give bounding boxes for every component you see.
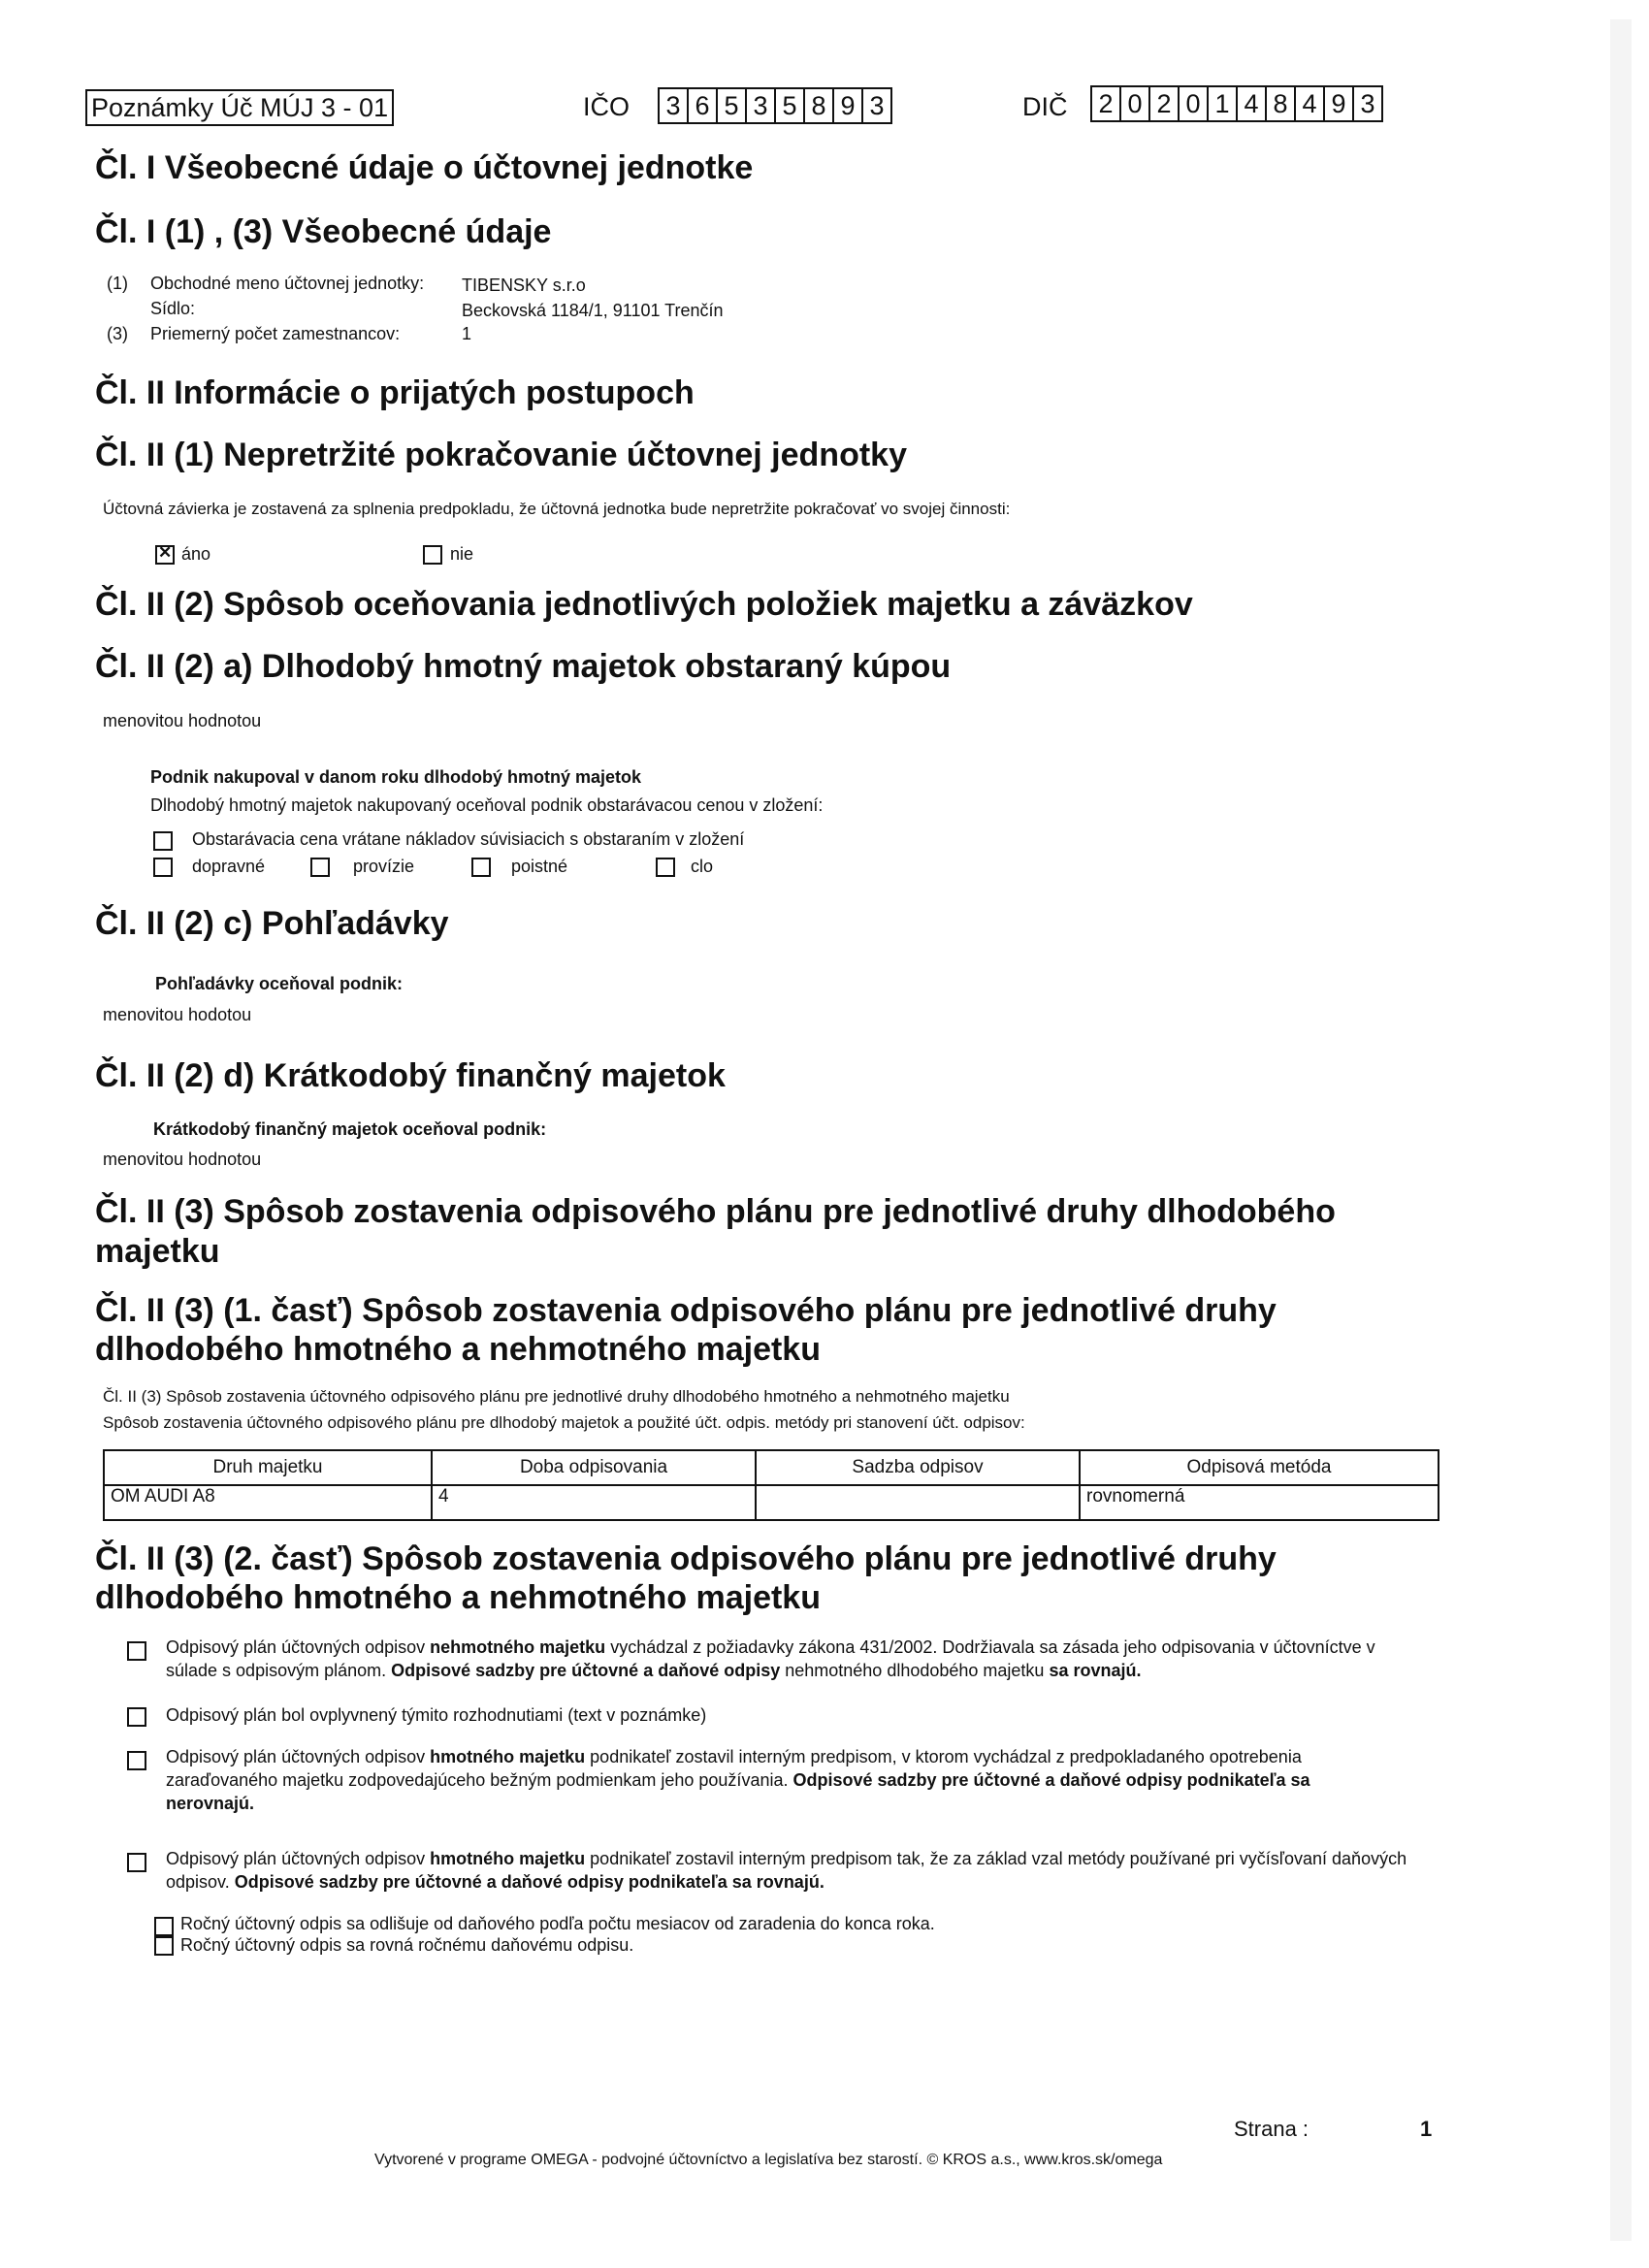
- row-3-label: Priemerný počet zamestnancov:: [150, 324, 401, 343]
- row-1-value: TIBENSKY s.r.o: [462, 275, 586, 295]
- cell-druh: OM AUDI A8: [104, 1485, 432, 1520]
- dic-digit-6: 4: [1236, 87, 1265, 120]
- row-1-label: Obchodné meno účtovnej jednotky:: [150, 274, 425, 293]
- dic-digit-8: 4: [1294, 87, 1323, 120]
- p4-text-d: Odpisové sadzby pre účtovné a daňové odpisy podnikateľa sa rovnajú.: [234, 1872, 824, 1892]
- section-2-2d-bold: Krátkodobý finančný majetok oceňoval podnik:: [153, 1119, 547, 1139]
- dic-label: DIČ: [1022, 92, 1068, 121]
- section-2-2a-bold: Podnik nakupoval v danom roku dlhodobý hmotný majetok: [150, 767, 642, 787]
- checkbox-p5-line2[interactable]: [154, 1936, 174, 1956]
- page-edge-shadow: [1610, 19, 1632, 2241]
- section-1-title: Čl. I Všeobecné údaje o účtovnej jednotke: [95, 149, 754, 186]
- label-poistne: poistné: [511, 857, 568, 876]
- continuity-text: Účtovná závierka je zostavená za splnenia predpokladu, že účtovná jednotka bude nepretržite pokračovať vo svojej činnosti:: [103, 500, 1011, 518]
- cell-sadzba: [756, 1485, 1080, 1520]
- section-2-3-1-title-line2: dlhodobého hmotného a nehmotného majetku: [95, 1331, 821, 1368]
- p3-text-b: hmotného majetku: [430, 1747, 586, 1766]
- page-label: Strana :: [1234, 2117, 1310, 2141]
- section-2-2c-title: Čl. II (2) c) Pohľadávky: [95, 905, 449, 942]
- col-header-sadzba: Sadzba odpisov: [756, 1450, 1080, 1485]
- dic-digit-7: 8: [1265, 87, 1294, 120]
- paragraph-2: Odpisový plán bol ovplyvnený týmito rozhodnutiami (text v poznámke): [166, 1705, 707, 1725]
- checkbox-p5-line1[interactable]: [154, 1917, 174, 1936]
- paragraph-5-line1: Ročný účtovný odpis sa odlišuje od daňového podľa počtu mesiacov od zaradenia do konca roka.: [180, 1914, 935, 1933]
- section-2-3-1-title-line1: Čl. II (3) (1. časť) Spôsob zostavenia odpisového plánu pre jednotlivé druhy: [95, 1292, 1277, 1329]
- checkbox-p1[interactable]: [127, 1641, 146, 1661]
- checkbox-ano[interactable]: [155, 545, 175, 565]
- p1-text-f: sa rovnajú.: [1049, 1661, 1142, 1680]
- ico-digit-5: 5: [774, 89, 803, 122]
- checkbox-poistne[interactable]: [471, 858, 491, 877]
- label-provizie: provízie: [353, 857, 415, 876]
- ico-label: IČO: [583, 92, 630, 121]
- row-3-value: 1: [462, 324, 472, 343]
- section-2-2c-value: menovitou hodotou: [103, 1005, 252, 1024]
- p4-text-a: Odpisový plán účtovných odpisov: [166, 1849, 431, 1868]
- col-header-druh: Druh majetku: [104, 1450, 432, 1485]
- section-2-3-title-line2: majetku: [95, 1233, 220, 1270]
- paragraph-5-line2: Ročný účtovný odpis sa rovná ročnému daňovému odpisu.: [180, 1935, 634, 1955]
- p1-text-c: vychádzal z požiadavky zákona 431/2002. Dodržiavala sa zásada jeho odpisovania v účtovníctve v súlade s odpisovým plánom.: [166, 1637, 1375, 1680]
- footer-credit: Vytvorené v programe OMEGA - podvojné účtovníctvo a legislatíva bez starostí. © KROS a.s., www.kros.sk/omega: [374, 2152, 1163, 2168]
- form-label: Poznámky Úč MÚJ 3 - 01: [85, 89, 394, 126]
- section-2-1-title: Čl. II (1) Nepretržité pokračovanie účtovnej jednotky: [95, 437, 907, 473]
- cell-doba: 4: [432, 1485, 756, 1520]
- p4-text-b: hmotného majetku: [430, 1849, 586, 1868]
- dic-digit-2: 0: [1119, 87, 1148, 120]
- dic-digit-4: 0: [1178, 87, 1207, 120]
- p4-text-c: podnikateľ zostavil interným predpisom tak, že za základ vzal metódy používané pri vyčísľovaní daňových odpisov.: [166, 1849, 1407, 1892]
- section-2-2a-value: menovitou hodnotou: [103, 711, 262, 730]
- p3-text-a: Odpisový plán účtovných odpisov: [166, 1747, 431, 1766]
- paragraph-3: [166, 1745, 1398, 1815]
- p1-text-d: Odpisové sadzby pre účtovné a daňové odpisy: [391, 1661, 781, 1680]
- dic-digit-5: 1: [1207, 87, 1236, 120]
- p1-text-b: nehmotného majetku: [430, 1637, 606, 1657]
- label-nie: nie: [450, 544, 474, 564]
- checkbox-p2[interactable]: [127, 1707, 146, 1727]
- ico-digit-boxes: [658, 87, 892, 124]
- row-3-num: (3): [107, 324, 128, 343]
- label-dopravne: dopravné: [192, 857, 266, 876]
- label-clo: clo: [691, 857, 714, 876]
- p1-text-e: nehmotného dlhodobého majetku: [780, 1661, 1050, 1680]
- checkbox-p4[interactable]: [127, 1853, 146, 1872]
- section-1-subtitle: Čl. I (1) , (3) Všeobecné údaje: [95, 213, 552, 250]
- checkbox-clo[interactable]: [656, 858, 675, 877]
- row-2-label: Sídlo:: [150, 299, 196, 318]
- paragraph-1: [166, 1636, 1398, 1682]
- section-2-2c-bold: Pohľadávky oceňoval podnik:: [155, 974, 403, 993]
- table-row: [104, 1485, 1439, 1520]
- section-2-3-1-text-2: Spôsob zostavenia účtovného odpisového plánu pre dlhodobý majetok a použité účt. odpis. metódy pri stanovení účt. odpisov:: [103, 1413, 1025, 1432]
- dic-digit-1: 2: [1098, 89, 1114, 118]
- checkbox-provizie[interactable]: [310, 858, 330, 877]
- ico-digit-7: 9: [832, 89, 861, 122]
- ico-digit-2: 6: [687, 89, 716, 122]
- row-2-value: Beckovská 1184/1, 91101 Trenčín: [462, 301, 724, 320]
- section-2-3-1-text-1: Čl. II (3) Spôsob zostavenia účtovného odpisového plánu pre jednotlivé druhy dlhodobého hmotného a nehmotného majetku: [103, 1387, 1010, 1406]
- p3-text-d: Odpisové sadzby pre účtovné a daňové odpisy podnikateľa sa nerovnajú.: [166, 1770, 1310, 1813]
- p3-text-c: podnikateľ zostavil interným predpisom, v ktorom vychádzal z predpokladaného opotrebenia zaraďovaného majetku zodpovedajúceho bežným podmienkam jeho používania.: [166, 1747, 1302, 1790]
- ico-digit-4: 3: [745, 89, 774, 122]
- section-2-title: Čl. II Informácie o prijatých postupoch: [95, 374, 695, 411]
- section-2-3-2-title-line1: Čl. II (3) (2. časť) Spôsob zostavenia odpisového plánu pre jednotlivé druhy: [95, 1540, 1277, 1577]
- dic-digit-10: 3: [1352, 87, 1381, 120]
- label-obstaravacia-cena: Obstarávacia cena vrátane nákladov súvisiacich s obstaraním v zložení: [192, 829, 745, 849]
- section-2-2a-text: Dlhodobý hmotný majetok nakupovaný oceňoval podnik obstarávacou cenou v zložení:: [150, 795, 824, 815]
- checkbox-p3[interactable]: [127, 1751, 146, 1770]
- checkbox-nie[interactable]: [423, 545, 442, 565]
- row-1-num: (1): [107, 274, 128, 293]
- ico-digit-6: 8: [803, 89, 832, 122]
- section-2-2a-title: Čl. II (2) a) Dlhodobý hmotný majetok obstaraný kúpou: [95, 648, 952, 685]
- label-ano: áno: [181, 544, 211, 564]
- page-number: 1: [1420, 2117, 1433, 2141]
- checkbox-obstaravacia-cena[interactable]: [153, 831, 173, 851]
- paragraph-4: [166, 1847, 1417, 1894]
- section-2-2d-title: Čl. II (2) d) Krátkodobý finančný majetok: [95, 1057, 726, 1094]
- section-2-2-title: Čl. II (2) Spôsob oceňovania jednotlivých položiek majetku a záväzkov: [95, 586, 1193, 623]
- cell-metoda: rovnomerná: [1080, 1485, 1439, 1520]
- section-2-3-2-title-line2: dlhodobého hmotného a nehmotného majetku: [95, 1579, 821, 1616]
- col-header-doba: Doba odpisovania: [432, 1450, 756, 1485]
- table-header-row: [104, 1450, 1439, 1485]
- dic-digit-9: 9: [1323, 87, 1352, 120]
- section-2-2d-value: menovitou hodnotou: [103, 1150, 262, 1169]
- depreciation-table: [103, 1449, 1439, 1521]
- ico-digit-1: 3: [665, 91, 681, 120]
- col-header-metoda: Odpisová metóda: [1080, 1450, 1439, 1485]
- section-2-3-title-line1: Čl. II (3) Spôsob zostavenia odpisového plánu pre jednotlivé druhy dlhodobého: [95, 1193, 1336, 1230]
- checkbox-dopravne[interactable]: [153, 858, 173, 877]
- p1-text-a: Odpisový plán účtovných odpisov: [166, 1637, 431, 1657]
- ico-digit-8: 3: [861, 89, 890, 122]
- dic-digit-boxes: [1090, 85, 1383, 122]
- dic-digit-3: 2: [1148, 87, 1178, 120]
- ico-digit-3: 5: [716, 89, 745, 122]
